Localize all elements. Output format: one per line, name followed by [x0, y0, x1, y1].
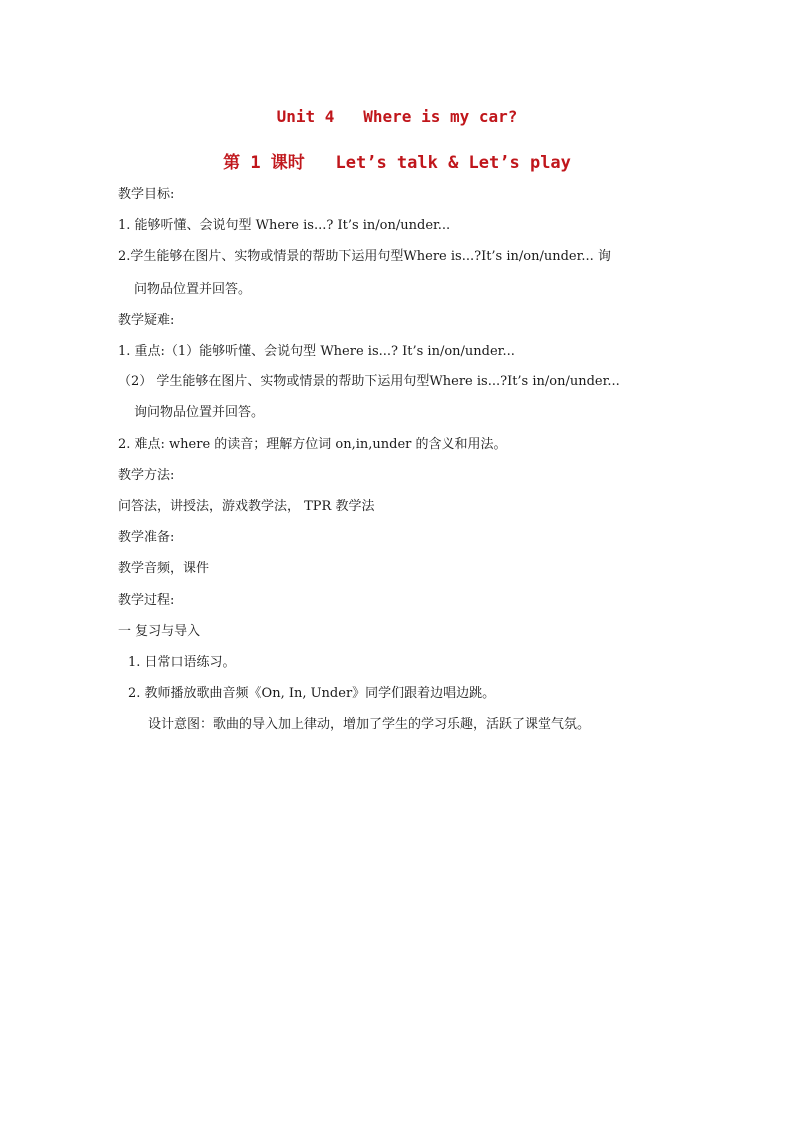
document-title: Unit 4 Where is my car?: [276, 107, 518, 126]
objectives-heading: 教学目标:: [118, 187, 175, 202]
step-2: 2. 教师播放歌曲音频《On, In, Under》同学们跟着边唱边跳。: [128, 686, 496, 701]
key-point-2-line-2: 询问物品位置并回答。: [134, 405, 265, 420]
objective-1: 1. 能够听懂、会说句型 Where is...? It’s in/on/under...: [118, 218, 451, 233]
prep-heading: 教学准备:: [118, 530, 175, 545]
objective-2-line-2: 问物品位置并回答。: [134, 282, 252, 297]
step-1: 1. 日常口语练习。: [128, 655, 236, 670]
difficulty-heading: 教学疑难:: [118, 313, 175, 328]
section-1-heading: 一 复习与导入: [118, 624, 201, 639]
design-note: 设计意图：歌曲的导入加上律动，增加了学生的学习乐趣，活跃了课堂气氛。: [148, 717, 591, 732]
key-point-1: 1. 重点:（1）能够听懂、会说句型 Where is...? It’s in/on/under...: [118, 344, 515, 359]
methods-heading: 教学方法:: [118, 468, 175, 483]
process-heading: 教学过程:: [118, 593, 175, 608]
difficult-point: 2. 难点: where 的读音；理解方位词 on,in,under 的含义和用法。: [118, 437, 507, 452]
methods-text: 问答法，讲授法，游戏教学法， TPR 教学法: [118, 499, 375, 514]
document-subtitle: 第 1 课时 Let’s talk & Let’s play: [223, 153, 571, 173]
objective-2-line-1: 2.学生能够在图片、实物或情景的帮助下运用句型Where is...?It’s in/on/under... 询: [118, 249, 611, 264]
key-point-2-line-1: （2） 学生能够在图片、实物或情景的帮助下运用句型Where is...?It’s in/on/under...: [118, 374, 620, 389]
prep-text: 教学音频，课件: [118, 561, 210, 576]
